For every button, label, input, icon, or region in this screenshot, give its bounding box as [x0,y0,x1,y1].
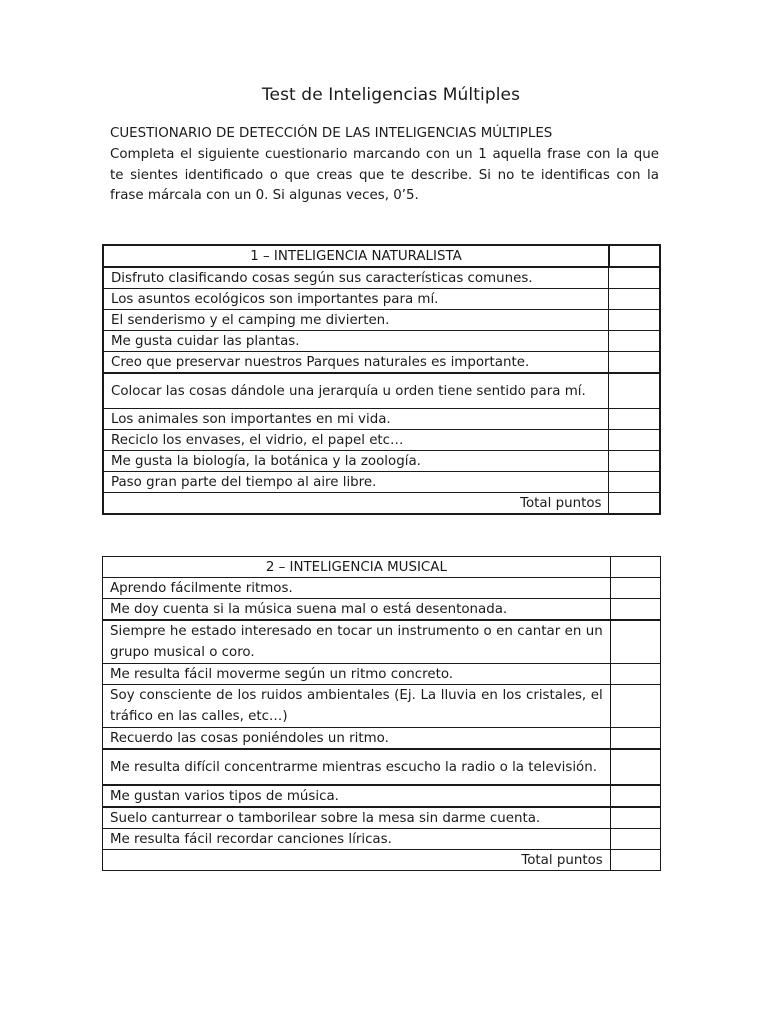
question-label: Recuerdo las cosas poniéndoles un ritmo. [103,728,611,750]
score-cell[interactable] [609,331,660,352]
question-label: Soy consciente de los ruidos ambientales (Ej. La lluvia en los cristales, el tráfico en las calles, etc…) [103,685,611,728]
musical-intelligence-table [102,556,661,871]
table-row [103,352,660,374]
intro-heading: CUESTIONARIO DE DETECCIÓN DE LAS INTELIGENCIAS MÚLTIPLES [110,126,553,141]
section-header: 1 – INTELIGENCIA NATURALISTA [103,245,609,267]
score-cell[interactable] [610,685,660,728]
total-row [103,850,661,871]
section-header: 2 – INTELIGENCIA MUSICAL [103,557,611,578]
table-row [103,430,660,451]
table-row [103,599,661,621]
table-row [103,472,660,493]
intro-block [110,124,659,207]
question-label: Me gustan varios tipos de música. [103,785,611,807]
table-row [103,728,661,750]
score-cell[interactable] [610,728,660,750]
score-cell[interactable] [610,749,660,785]
score-cell[interactable] [609,289,660,310]
score-cell[interactable] [610,807,660,829]
question-label: Me gusta cuidar las plantas. [103,331,609,352]
table-row [103,578,661,599]
score-cell[interactable] [610,664,660,685]
naturalist-intelligence-table [102,244,661,515]
score-cell[interactable] [609,451,660,472]
question-label: Me resulta difícil concentrarme mientras escucho la radio o la televisión. [103,749,611,785]
table-row [103,807,661,829]
question-label: Los asuntos ecológicos son importantes para mí. [103,289,609,310]
total-label: Total puntos [103,493,609,515]
table-row [103,749,661,785]
table-row [103,310,660,331]
table-row [103,664,661,685]
score-cell[interactable] [609,409,660,430]
score-cell[interactable] [610,557,660,578]
table-row [103,785,661,807]
intro-instructions: Completa el siguiente cuestionario marcando con un 1 aquella frase con la que te sientes identificado o que creas que te describe. Si no te identificas con la frase márcala con un 0. Si algunas veces, 0’5. [110,146,659,204]
table-row [103,829,661,850]
table-row [103,409,660,430]
total-score-cell[interactable] [609,493,660,515]
score-cell[interactable] [609,373,660,409]
score-cell[interactable] [609,267,660,289]
question-label: Me resulta fácil moverme según un ritmo concreto. [103,664,611,685]
table-row [103,267,660,289]
score-cell[interactable] [609,472,660,493]
score-cell[interactable] [610,785,660,807]
table-row [103,451,660,472]
score-cell[interactable] [610,578,660,599]
question-label: El senderismo y el camping me divierten. [103,310,609,331]
score-cell[interactable] [610,599,660,621]
score-cell[interactable] [609,430,660,451]
question-label: Siempre he estado interesado en tocar un instrumento o en cantar en un grupo musical o coro. [103,620,611,664]
score-cell[interactable] [609,352,660,374]
question-label: Paso gran parte del tiempo al aire libre. [103,472,609,493]
page-title: Test de Inteligencias Múltiples [261,85,521,105]
question-label: Los animales son importantes en mi vida. [103,409,609,430]
score-cell[interactable] [609,310,660,331]
table-row [103,373,660,409]
score-cell[interactable] [610,829,660,850]
score-cell[interactable] [609,245,660,267]
question-label: Me resulta fácil recordar canciones líricas. [103,829,611,850]
question-label: Reciclo los envases, el vidrio, el papel etc… [103,430,609,451]
question-label: Disfruto clasificando cosas según sus características comunes. [103,267,609,289]
question-label: Colocar las cosas dándole una jerarquía u orden tiene sentido para mí. [103,373,609,409]
table-header-row [103,245,660,267]
question-label: Me doy cuenta si la música suena mal o está desentonada. [103,599,611,621]
table-header-row [103,557,661,578]
total-score-cell[interactable] [610,850,660,871]
table-row [103,289,660,310]
table-row [103,620,661,664]
total-row [103,493,660,515]
table-row [103,331,660,352]
question-label: Aprendo fácilmente ritmos. [103,578,611,599]
table-row [103,685,661,728]
question-label: Me gusta la biología, la botánica y la zoología. [103,451,609,472]
score-cell[interactable] [610,620,660,664]
question-label: Suelo canturrear o tamborilear sobre la mesa sin darme cuenta. [103,807,611,829]
question-label: Creo que preservar nuestros Parques naturales es importante. [103,352,609,374]
total-label: Total puntos [103,850,611,871]
